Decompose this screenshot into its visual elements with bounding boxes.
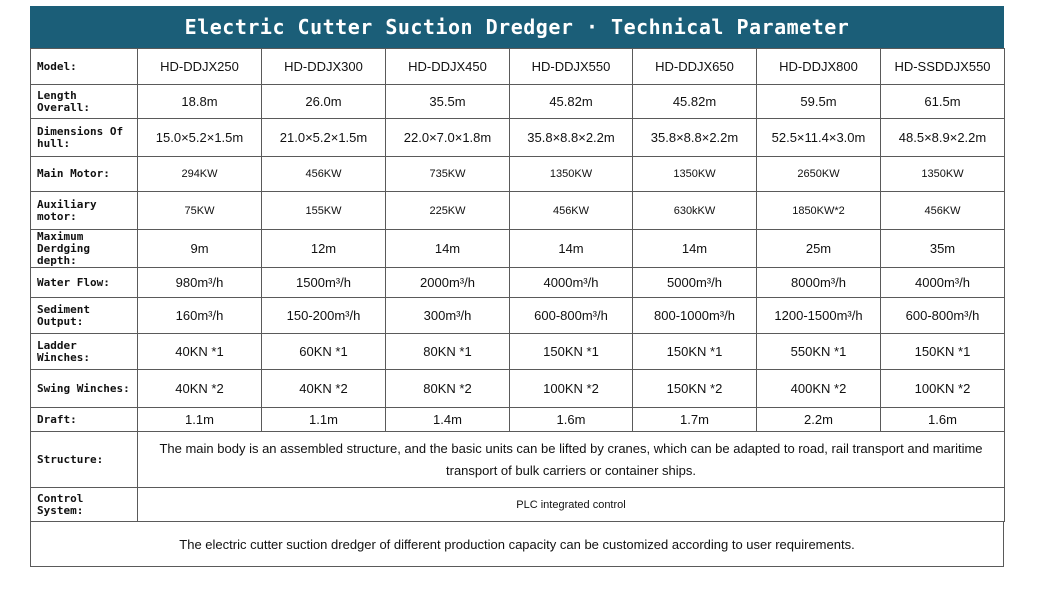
table-cell: 2000m³/h <box>386 268 510 298</box>
table-cell: 150KN *2 <box>633 370 757 408</box>
table-cell: 26.0m <box>262 85 386 119</box>
structure-text: The main body is an assembled structure, and the basic units can be lifted by cranes, which can be adapted to road, rail transport and maritime transport of bulk carriers or container ships. <box>138 432 1005 488</box>
table-cell: 150KN *1 <box>510 334 633 370</box>
row-label: Swing Winches: <box>31 370 138 408</box>
table-row <box>31 85 1005 119</box>
table-cell: 14m <box>386 230 510 268</box>
model-cell: HD-DDJX550 <box>510 49 633 85</box>
table-cell: 4000m³/h <box>881 268 1005 298</box>
table-cell: 1.6m <box>510 408 633 432</box>
table-cell: 150-200m³/h <box>262 298 386 334</box>
control-system-text: PLC integrated control <box>138 488 1005 522</box>
table-cell: 1.4m <box>386 408 510 432</box>
table-cell: 456KW <box>510 192 633 230</box>
table-cell: 35.8×8.8×2.2m <box>633 119 757 157</box>
row-label: Auxiliary motor: <box>31 192 138 230</box>
table-cell: 150KN *1 <box>633 334 757 370</box>
table-cell: 100KN *2 <box>510 370 633 408</box>
table-cell: 40KN *2 <box>138 370 262 408</box>
table-cell: 22.0×7.0×1.8m <box>386 119 510 157</box>
table-cell: 1.6m <box>881 408 1005 432</box>
table-cell: 45.82m <box>510 85 633 119</box>
table-cell: 75KW <box>138 192 262 230</box>
row-label: Water Flow: <box>31 268 138 298</box>
table-cell: 800-1000m³/h <box>633 298 757 334</box>
table-cell: 12m <box>262 230 386 268</box>
table-cell: 1.7m <box>633 408 757 432</box>
table-row <box>31 298 1005 334</box>
parameter-sheet <box>30 6 1004 567</box>
table-cell: 2650KW <box>757 157 881 192</box>
table-cell: 40KN *1 <box>138 334 262 370</box>
table-cell: 8000m³/h <box>757 268 881 298</box>
table-cell: 1350KW <box>633 157 757 192</box>
footer-note: The electric cutter suction dredger of different production capacity can be customized according to user requirements. <box>30 522 1004 567</box>
table-cell: 150KN *1 <box>881 334 1005 370</box>
table-cell: 35.5m <box>386 85 510 119</box>
model-cell: HD-DDJX450 <box>386 49 510 85</box>
table-cell: 45.82m <box>633 85 757 119</box>
table-cell: 9m <box>138 230 262 268</box>
table-cell: 1350KW <box>510 157 633 192</box>
table-cell: 35m <box>881 230 1005 268</box>
parameter-table <box>30 48 1005 522</box>
control-row <box>31 488 1005 522</box>
table-cell: 14m <box>510 230 633 268</box>
table-row <box>31 268 1005 298</box>
table-cell: 100KN *2 <box>881 370 1005 408</box>
row-label: Model: <box>31 49 138 85</box>
table-cell: 456KW <box>881 192 1005 230</box>
table-cell: 61.5m <box>881 85 1005 119</box>
model-cell: HD-SSDDJX550 <box>881 49 1005 85</box>
table-cell: 1350KW <box>881 157 1005 192</box>
table-row <box>31 334 1005 370</box>
table-cell: 225KW <box>386 192 510 230</box>
table-cell: 550KN *1 <box>757 334 881 370</box>
model-cell: HD-DDJX650 <box>633 49 757 85</box>
table-cell: 80KN *1 <box>386 334 510 370</box>
table-cell: 40KN *2 <box>262 370 386 408</box>
table-header-row <box>31 49 1005 85</box>
table-row <box>31 157 1005 192</box>
table-cell: 2.2m <box>757 408 881 432</box>
table-cell: 80KN *2 <box>386 370 510 408</box>
table-cell: 59.5m <box>757 85 881 119</box>
row-label: Ladder Winches: <box>31 334 138 370</box>
row-label: Sediment Output: <box>31 298 138 334</box>
structure-row <box>31 432 1005 488</box>
table-row <box>31 230 1005 268</box>
table-cell: 980m³/h <box>138 268 262 298</box>
table-cell: 600-800m³/h <box>881 298 1005 334</box>
row-label: Length Overall: <box>31 85 138 119</box>
row-label: Dimensions Of hull: <box>31 119 138 157</box>
table-cell: 160m³/h <box>138 298 262 334</box>
table-row <box>31 192 1005 230</box>
row-label: Structure: <box>31 432 138 488</box>
table-cell: 21.0×5.2×1.5m <box>262 119 386 157</box>
model-cell: HD-DDJX250 <box>138 49 262 85</box>
table-cell: 18.8m <box>138 85 262 119</box>
model-cell: HD-DDJX800 <box>757 49 881 85</box>
table-cell: 4000m³/h <box>510 268 633 298</box>
model-cell: HD-DDJX300 <box>262 49 386 85</box>
table-cell: 456KW <box>262 157 386 192</box>
table-cell: 15.0×5.2×1.5m <box>138 119 262 157</box>
table-cell: 400KN *2 <box>757 370 881 408</box>
table-cell: 1850KW*2 <box>757 192 881 230</box>
row-label: Main Motor: <box>31 157 138 192</box>
table-cell: 52.5×11.4×3.0m <box>757 119 881 157</box>
table-cell: 48.5×8.9×2.2m <box>881 119 1005 157</box>
table-cell: 1.1m <box>262 408 386 432</box>
row-label: Control System: <box>31 488 138 522</box>
table-cell: 25m <box>757 230 881 268</box>
row-label: Draft: <box>31 408 138 432</box>
table-cell: 630kKW <box>633 192 757 230</box>
table-cell: 35.8×8.8×2.2m <box>510 119 633 157</box>
table-cell: 155KW <box>262 192 386 230</box>
table-row <box>31 119 1005 157</box>
table-cell: 5000m³/h <box>633 268 757 298</box>
table-cell: 1200-1500m³/h <box>757 298 881 334</box>
table-cell: 735KW <box>386 157 510 192</box>
table-cell: 300m³/h <box>386 298 510 334</box>
table-cell: 294KW <box>138 157 262 192</box>
table-row <box>31 370 1005 408</box>
table-cell: 1.1m <box>138 408 262 432</box>
table-cell: 1500m³/h <box>262 268 386 298</box>
table-cell: 14m <box>633 230 757 268</box>
table-cell: 600-800m³/h <box>510 298 633 334</box>
table-row <box>31 408 1005 432</box>
table-cell: 60KN *1 <box>262 334 386 370</box>
row-label: Maximum Derdging depth: <box>31 230 138 268</box>
page-title: Electric Cutter Suction Dredger · Technical Parameter <box>30 6 1004 48</box>
